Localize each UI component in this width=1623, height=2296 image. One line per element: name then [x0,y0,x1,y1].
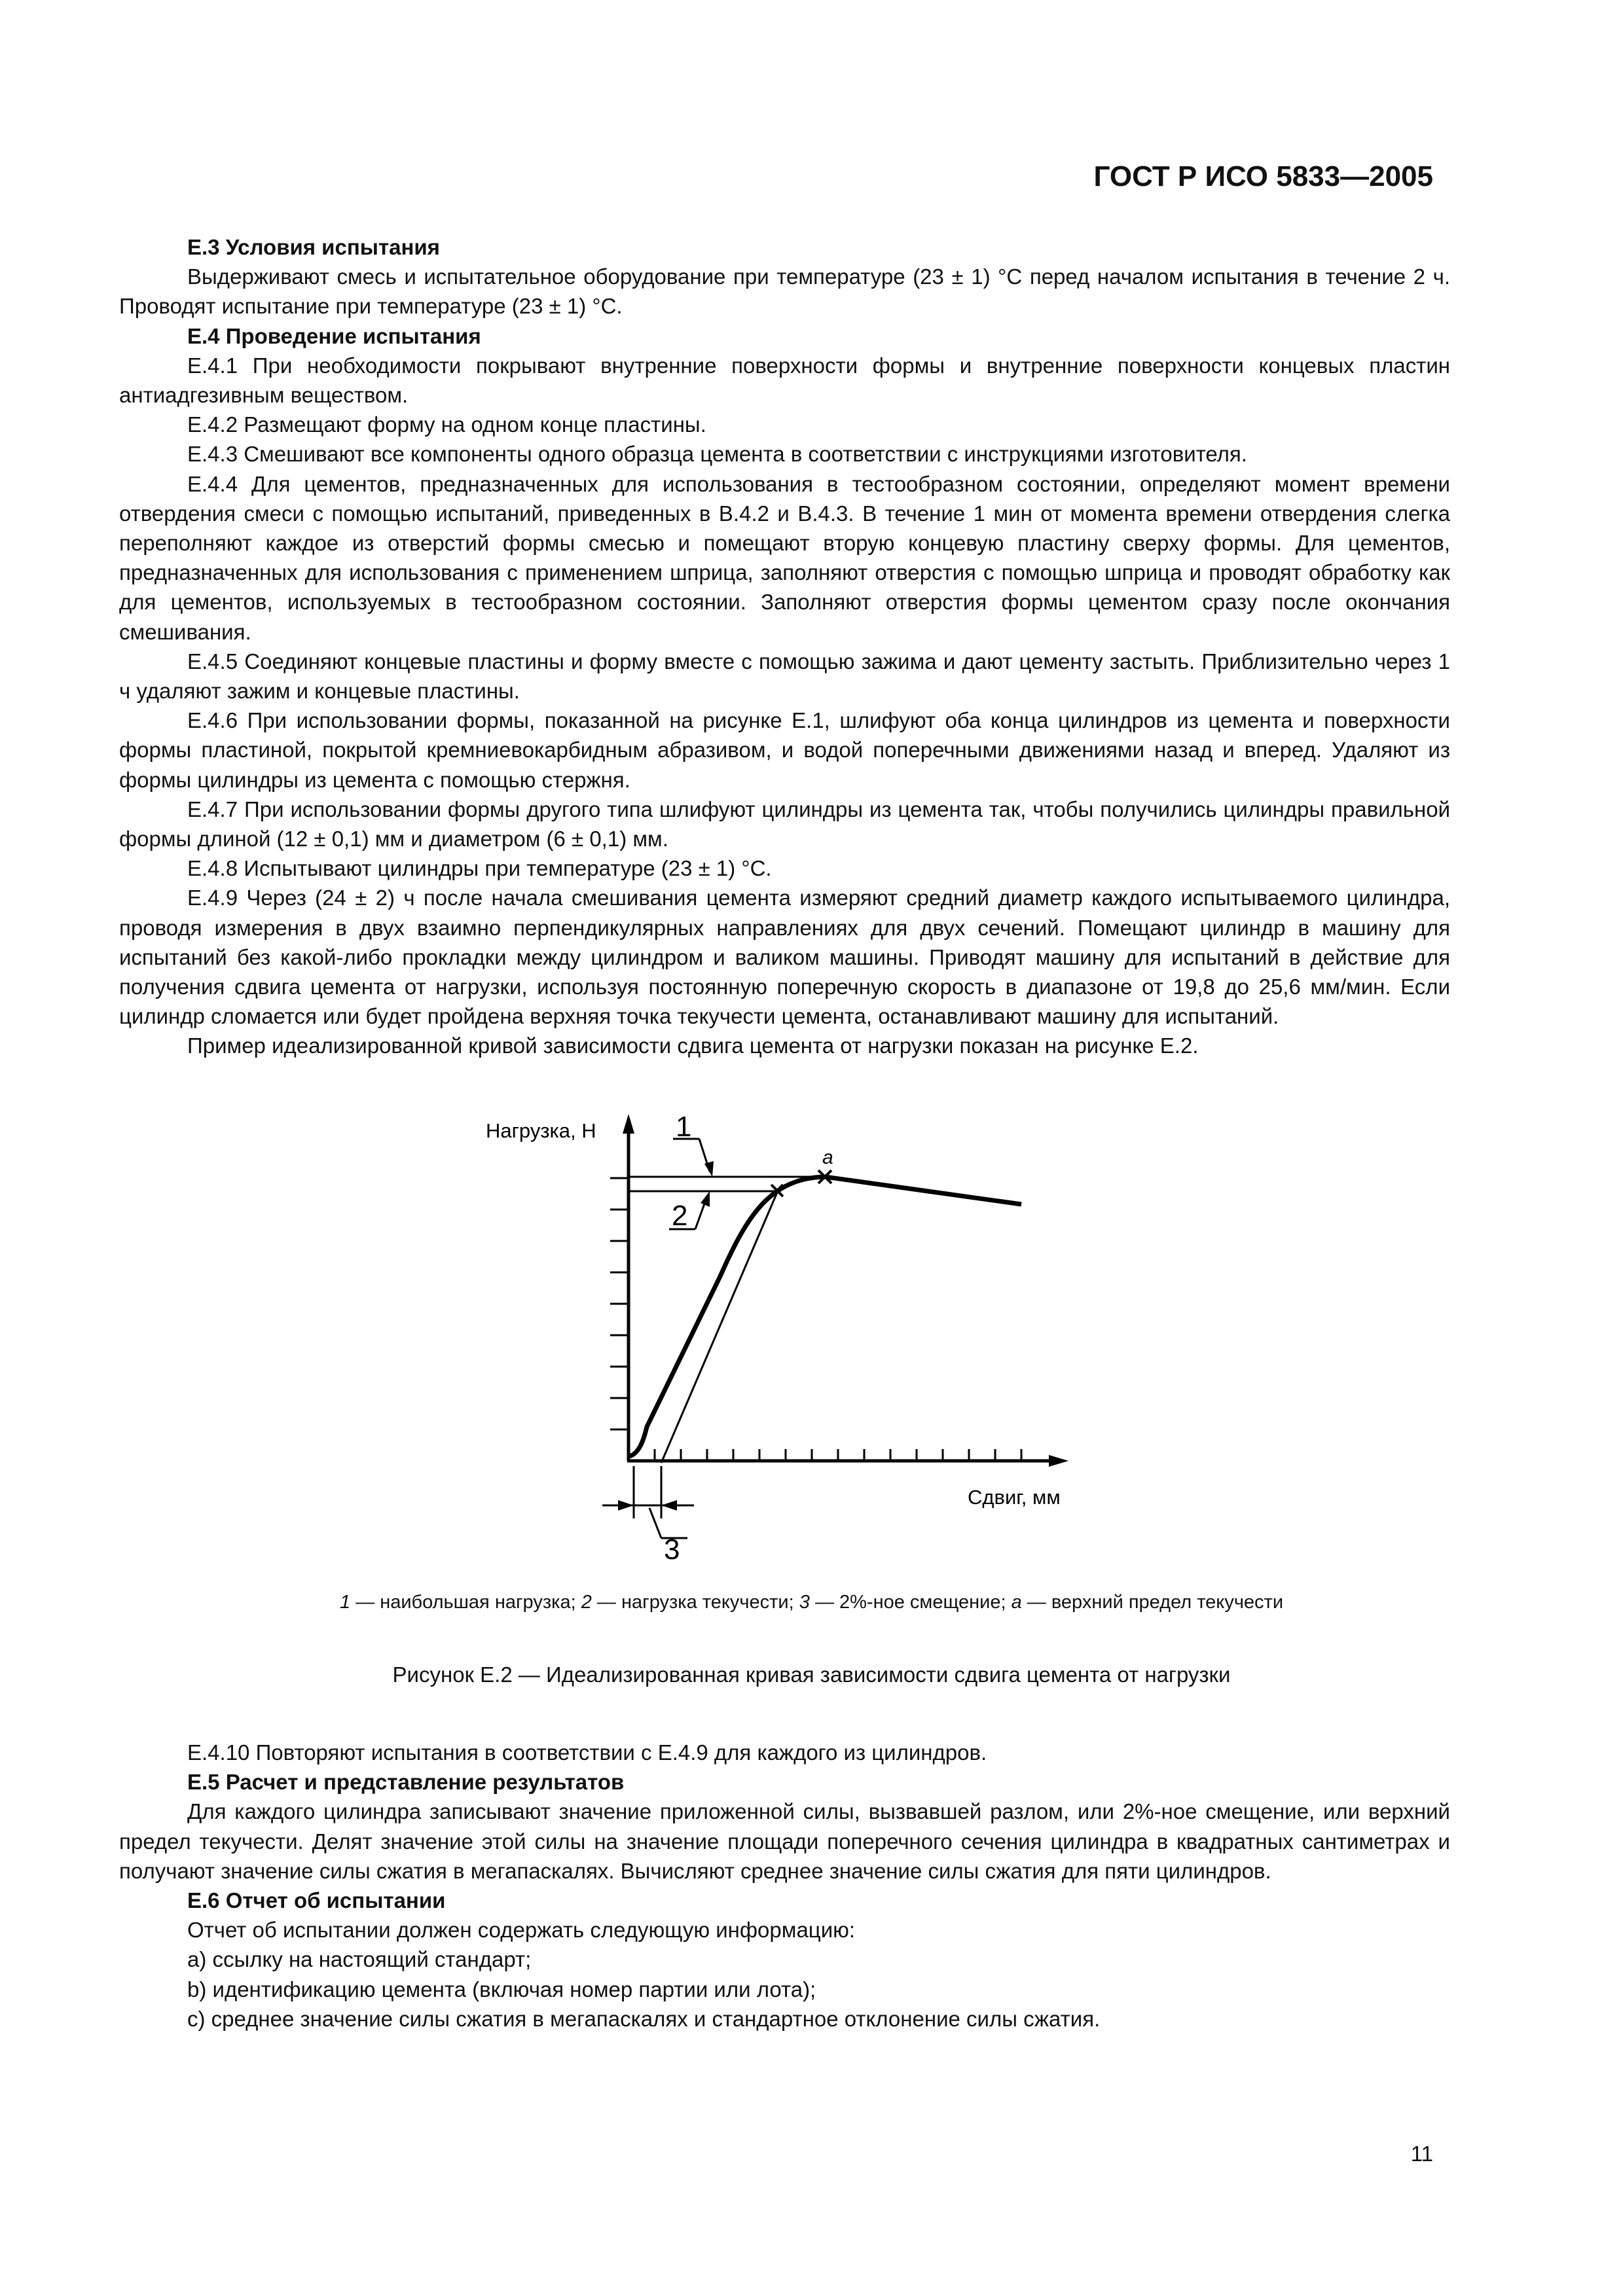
legend-a-text: — верхний предел текучести [1021,1592,1284,1613]
x-axis-label: Сдвиг, мм [968,1486,1061,1509]
figure-e2 [0,1086,1623,1584]
paragraph-e4-9: Е.4.9 Через (24 ± 2) ч после начала смешивания цемента измеряют средний диаметр каждого испытываемого цилиндра, проводя измерения в двух взаимно перпендикулярных направлениях для двух сечений. Помещают цилиндр в машину для испытаний без какой-либо прокладки между цилиндром и валиком машины. Приводят машину для испытаний в действие для получения сдвига цемента от нагрузки, используя постоянную поперечную скорость в диапазоне от 19,8 до 25,6 мм/мин. Если цилиндр сломается или будет пройдена верхняя точка текучести цемента, останавливают машину для испытаний. [119,886,1450,1029]
y-axis-label: Нагрузка, Н [486,1119,596,1142]
figure-caption: Рисунок Е.2 — Идеализированная кривая зависимости сдвига цемента от нагрузки [392,1662,1231,1687]
callout-3: 3 [664,1534,680,1566]
page-number: 11 [1410,2142,1433,2166]
paragraph-e4-2: Е.4.2 Размещают форму на одном конце пластины. [187,412,706,437]
main-text-upper [119,232,1450,1061]
x-axis-arrow [1049,1455,1068,1467]
paragraph-e4-1: Е.4.1 При необходимости покрывают внутренние поверхности формы и внутренние поверхности концевых пластин антиадгезивным веществом. [119,353,1450,408]
list-item-c: c) среднее значение силы сжатия в мегапаскалях и стандартное отклонение силы сжатия. [187,2006,1101,2031]
callout-2: 2 [672,1200,688,1232]
load-shear-diagram [0,1086,1623,1584]
paragraph-e4-7: Е.4.7 При использовании формы другого типа шлифуют цилиндры из цемента так, чтобы получились цилиндры правильной формы длиной (12 ± 0,1) мм и диаметром (6 ± 0,1) мм. [119,797,1450,852]
legend-3-text: — 2%-ное смещение; [809,1592,1012,1613]
y-axis-arrow [623,1114,634,1134]
list-item-a: a) ссылку на настоящий стандарт; [187,1947,532,1972]
point-a-label: a [822,1147,833,1168]
paragraph-e4-10: Е.4.10 Повторяют испытания в соответствии с Е.4.9 для каждого из цилиндров. [187,1740,987,1765]
x-axis-ticks [655,1449,1021,1461]
paragraph-e4-5: Е.4.5 Соединяют концевые пластины и форму вместе с помощью зажима и дают цементу застыть. Приблизительно через 1 ч удаляют зажим и концевые пластины. [119,649,1450,704]
main-text-lower [119,1738,1450,2034]
legend-2-text: — нагрузка текучести; [591,1592,799,1613]
callout-2-arrow [701,1191,710,1207]
paragraph-e4-3: Е.4.3 Смешивают все компоненты одного образца цемента в соответствии с инструкциями изготовителя. [187,442,1247,467]
section-e3-title: Е.3 Условия испытания [187,235,440,259]
section-e6-title: Е.6 Отчет об испытании [187,1888,446,1913]
section-e5-text: Для каждого цилиндра записывают значение приложенной силы, вызвавшей разлом, или 2%-ное смещение, или верхний предел текучести. Делят значение этой силы на значение площади поперечного сечения цилиндра в квадратных сантиметрах и получают значение силы сжатия в мегапаскалях. Вычисляют среднее значение силы сжатия для пяти цилиндров. [119,1799,1450,1883]
document-header: ГОСТ Р ИСО 5833—2005 [1093,160,1433,192]
legend-2-number: 2 [581,1592,592,1613]
paragraph-e4-4: Е.4.4 Для цементов, предназначенных для использования в тестообразном состоянии, определяют момент времени отвердения смеси с помощью испытаний, приведенных в В.4.2 и В.4.3. В течение 1 мин от момента времени отвердения слегка переполняют каждое из отверстий формы смесью и помещают вторую концевую пластину сверху формы. Для цементов, предназначенных для использования с применением шприца, заполняют отверстия с помощью шприца и проводят обработку как для цементов, используемых в тестообразном состоянии. Заполняют отверстия формы цементом сразу после окончания смешивания. [119,471,1450,644]
legend-a-letter: a [1011,1592,1022,1613]
callout-1: 1 [676,1111,692,1143]
paragraph-e4-8: Е.4.8 Испытывают цилиндры при температуре (23 ± 1) °С. [187,856,772,881]
section-e3-text: Выдерживают смесь и испытательное оборудование при температуре (23 ± 1) °С перед началом испытания в течение 2 ч. Проводят испытание при температуре (23 ± 1) °С. [119,264,1450,319]
callout-3-leader [649,1508,661,1538]
legend-1-number: 1 [339,1592,351,1613]
offset-dim-arrow-left [618,1500,634,1511]
load-curve [630,1177,1021,1456]
section-e5-title: Е.5 Расчет и представление результатов [187,1770,625,1795]
section-e4-title: Е.4 Проведение испытания [187,323,481,348]
y-axis-ticks [610,1178,629,1429]
legend-1-text: — наибольшая нагрузка; [350,1592,581,1613]
list-item-b: b) идентификацию цемента (включая номер партии или лота); [187,1977,816,2001]
figure-legend [0,1592,1623,1613]
legend-3-number: 3 [799,1592,810,1613]
callout-1-arrow [704,1161,714,1177]
offset-dim-arrow-right [661,1500,677,1511]
paragraph-e4-6: Е.4.6 При использовании формы, показанной на рисунке Е.1, шлифуют оба конца цилиндров из цемента и поверхности формы пластиной, покрытой кремниевокарбидным абразивом, и водой поперечными движениями назад и вперед. Удаляют из формы цилиндры из цемента с помощью стержня. [119,708,1450,792]
section-e6-text: Отчет об испытании должен содержать следующую информацию: [187,1918,856,1943]
paragraph-e4-9-example: Пример идеализированной кривой зависимости сдвига цемента от нагрузки показан на рисунке Е.2. [187,1033,1199,1058]
